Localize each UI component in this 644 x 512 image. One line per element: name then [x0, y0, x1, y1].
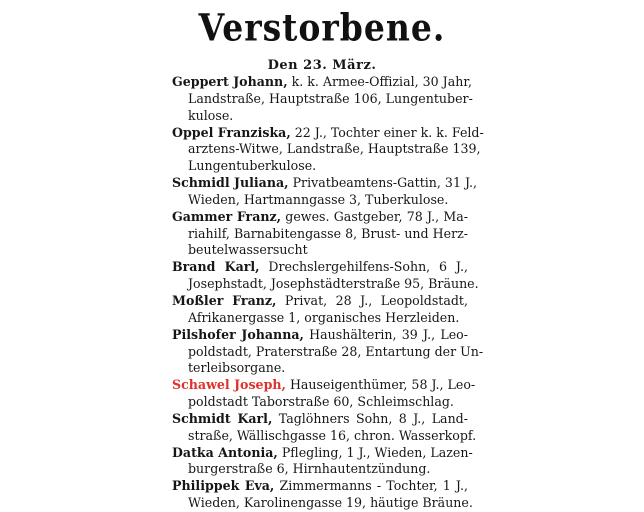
entry-text: Wieden, Karolinengasse 19, häutige Bräune. — [188, 495, 473, 511]
entry-continuation-line — [172, 343, 484, 361]
page-title: Verstorbene. — [198, 6, 446, 50]
entry-continuation-line — [172, 141, 481, 158]
entry-text: k. k. Armee-Offizial, 30 Jahr, — [291, 74, 472, 89]
obituary-entry — [172, 478, 473, 512]
deceased-name: Moßler Franz, — [172, 292, 277, 308]
entry-text: terleibsorgane. — [188, 360, 286, 376]
entry-first-line — [172, 411, 468, 428]
entry-text: kulose. — [188, 107, 234, 123]
obituary-entry — [172, 259, 479, 293]
entry-text: Lungentuberkulose. — [188, 158, 317, 174]
obituary-entry — [172, 175, 478, 209]
obituary-entry — [172, 74, 473, 125]
entry-text: riahilf, Barnabitengasse 8, Brust- und Herz- — [188, 225, 468, 241]
deceased-name: Philippek Eva, — [172, 478, 275, 494]
entry-continuation-line — [172, 394, 468, 411]
entry-text: Wieden, Hartmanngasse 3, Tuberkulose. — [188, 191, 449, 207]
entry-text: straße, Wällischgasse 16, chron. Wasserkopf. — [188, 427, 477, 443]
entry-text: Josephstadt, Josephstädterstraße 95, Bräune. — [188, 276, 479, 292]
deceased-name: Brand Karl, — [172, 259, 260, 275]
deceased-name: Schmidl Juliana, — [172, 175, 289, 191]
entry-text: Haushälterin, 39 J., Leo- — [309, 326, 469, 342]
entry-continuation-line — [172, 108, 468, 125]
entry-text: gewes. Gastgeber, 78 J., Ma- — [285, 208, 468, 224]
entry-text: arztens-Witwe, Landstraße, Hauptstraße 139, — [188, 141, 481, 157]
entry-continuation-line — [172, 310, 468, 327]
entry-continuation-line — [172, 360, 468, 377]
obituary-entry — [172, 410, 477, 445]
entry-first-line — [172, 293, 468, 310]
entry-continuation-line — [172, 90, 473, 108]
entry-text: Zimmermanns - Tochter, 1 J., — [279, 478, 468, 494]
entry-text: 22 J., Tochter einer k. k. Feld- — [294, 124, 484, 140]
entry-continuation-line — [172, 495, 473, 512]
entry-text: Privat, 28 J., Leopoldstadt, — [284, 292, 468, 308]
entry-continuation-line — [172, 461, 468, 478]
entry-first-line — [172, 124, 484, 142]
entry-text: burgerstraße 6, Hirnhautentzündung. — [188, 461, 431, 477]
entry-continuation-line — [172, 192, 468, 209]
entry-text: beutelwassersucht — [188, 242, 308, 258]
highlighted-name: Schawel Joseph, — [172, 377, 286, 393]
entry-text: Taglöhners Sohn, 8 J., Land- — [278, 410, 468, 426]
entry-first-line — [172, 478, 468, 495]
entry-text: poldstadt, Praterstraße 28, Entartung der Un- — [188, 343, 484, 359]
deceased-name: Pilshofer Johanna, — [172, 326, 304, 342]
entry-first-line — [172, 259, 468, 276]
entry-first-line — [172, 444, 473, 462]
entry-text: Pflegling, 1 J., Wieden, Lazen- — [281, 444, 473, 460]
entry-continuation-line — [172, 276, 479, 293]
obituary-entry — [172, 444, 473, 479]
obituary-entry — [172, 293, 468, 327]
deceased-name: Gammer Franz, — [172, 208, 282, 224]
deceased-name: Oppel Franziska, — [172, 124, 291, 140]
entry-first-line — [172, 377, 476, 394]
entry-first-line — [172, 327, 468, 344]
entry-text: Drechslergehilfens-Sohn, 6 J., — [268, 259, 468, 275]
entry-text: Hauseigenthümer, 58 J., Leo- — [289, 377, 476, 393]
entry-continuation-line — [172, 226, 468, 243]
deceased-name: Schmidt Karl, — [172, 410, 273, 426]
entry-continuation-line — [172, 242, 468, 259]
entry-first-line — [172, 175, 478, 192]
deceased-name: Datka Antonia, — [172, 444, 278, 460]
obituary-list — [172, 74, 484, 512]
entry-text: poldstadt Taborstraße 60, Schleimschlag. — [188, 394, 454, 410]
entry-continuation-line — [172, 427, 477, 445]
obituary-entry — [172, 326, 484, 378]
entry-text: Afrikanergasse 1, organisches Herzleiden. — [188, 309, 460, 325]
entry-text: Privatbeamtens-Gattin, 31 J., — [292, 175, 478, 191]
entry-continuation-line — [172, 158, 468, 175]
entry-first-line — [172, 74, 472, 91]
date-heading: Den 23. März. — [267, 58, 377, 73]
entry-text: Landstraße, Hauptstraße 106, Lungentuber- — [188, 90, 473, 106]
obituary-entry — [172, 124, 484, 176]
entry-first-line — [172, 209, 468, 226]
deceased-name: Geppert Johann, — [172, 74, 288, 89]
obituary-entry — [172, 209, 468, 260]
obituary-entry — [172, 377, 476, 411]
